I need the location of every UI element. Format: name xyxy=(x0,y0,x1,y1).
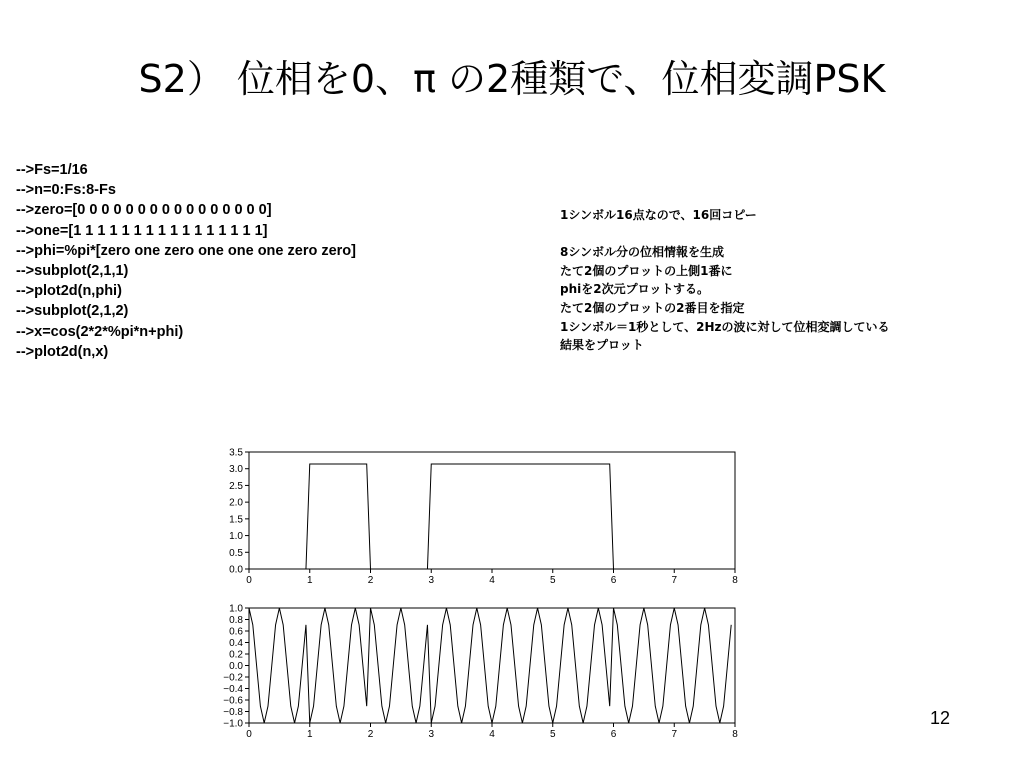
y-tick-label: 2.0 xyxy=(229,497,243,509)
slide-title: S2） 位相を0、π の2種類で、位相変調PSK xyxy=(138,57,886,101)
note-line: 8シンボル分の位相情報を生成 xyxy=(560,245,725,260)
y-tick-label: −0.2 xyxy=(223,672,243,684)
y-tick-label: 1.0 xyxy=(229,603,243,615)
plot-frame xyxy=(249,608,735,723)
x-tick-label: 2 xyxy=(367,575,374,586)
y-tick-label: −1.0 xyxy=(223,718,243,730)
code-line: -->zero=[0 0 0 0 0 0 0 0 0 0 0 0 0 0 0 0] xyxy=(16,202,272,219)
x-tick-label: 3 xyxy=(428,575,435,586)
note-line: 結果をプロット xyxy=(560,338,644,353)
x-tick-label: 4 xyxy=(489,575,495,586)
y-tick-label: 0.0 xyxy=(229,661,243,672)
y-tick-label: −0.6 xyxy=(223,695,243,707)
x-tick-label: 8 xyxy=(732,575,738,586)
y-tick-label: 0.2 xyxy=(229,649,243,661)
y-tick-label: 0.8 xyxy=(229,615,243,626)
y-tick-label: 3.5 xyxy=(229,447,243,459)
plot-frame xyxy=(249,452,735,569)
x-tick-label: 1 xyxy=(306,575,313,586)
y-tick-label: −0.4 xyxy=(223,684,243,695)
y-tick-label: 2.5 xyxy=(229,480,243,492)
y-tick-label: 0.5 xyxy=(229,547,243,559)
y-tick-label: −0.8 xyxy=(223,707,243,718)
code-line: -->phi=%pi*[zero one zero one one one zero zero] xyxy=(16,242,356,259)
x-tick-label: 8 xyxy=(732,729,738,740)
x-tick-label: 3 xyxy=(428,729,435,740)
y-tick-label: 0.0 xyxy=(229,564,243,576)
note-line: 1シンボル16点なので、16回コピー xyxy=(560,208,757,222)
code-line: -->Fs=1/16 xyxy=(16,162,88,178)
y-tick-label: 1.5 xyxy=(229,514,243,526)
code-line: -->n=0:Fs:8-Fs xyxy=(16,182,116,199)
phase-plot xyxy=(229,448,738,587)
x-tick-label: 4 xyxy=(489,729,495,740)
series-line xyxy=(249,608,731,723)
x-tick-label: 5 xyxy=(549,729,556,740)
x-tick-label: 2 xyxy=(367,729,374,740)
series-line xyxy=(249,464,731,569)
code-line: -->plot2d(n,phi) xyxy=(16,283,122,300)
y-tick-label: 3.0 xyxy=(229,464,243,476)
x-tick-label: 6 xyxy=(610,729,617,740)
note-line: たて2個のプロットの2番目を指定 xyxy=(560,300,745,315)
note-line: 1シンボル＝1秒として、2Hzの波に対して位相変調している xyxy=(560,319,890,334)
x-tick-label: 5 xyxy=(549,575,556,586)
code-line: -->one=[1 1 1 1 1 1 1 1 1 1 1 1 1 1 1 1] xyxy=(16,222,268,239)
x-tick-label: 1 xyxy=(306,729,313,740)
y-tick-label: 0.4 xyxy=(229,638,243,649)
y-tick-label: 1.0 xyxy=(229,531,243,543)
x-tick-label: 6 xyxy=(610,575,617,586)
x-tick-label: 7 xyxy=(671,729,678,740)
psk-signal-plot xyxy=(223,604,738,741)
page-number: 12 xyxy=(930,708,951,728)
x-tick-label: 0 xyxy=(246,729,252,740)
note-line: phiを2次元プロットする。 xyxy=(560,282,709,297)
code-line: -->subplot(2,1,1) xyxy=(16,263,129,280)
code-line: -->x=cos(2*2*%pi*n+phi) xyxy=(16,323,184,340)
code-line: -->plot2d(n,x) xyxy=(16,343,109,360)
note-line: たて2個のプロットの上側1番に xyxy=(560,263,733,278)
x-tick-label: 7 xyxy=(671,575,678,586)
code-line: -->subplot(2,1,2) xyxy=(16,303,129,320)
y-tick-label: 0.6 xyxy=(229,626,243,638)
x-tick-label: 0 xyxy=(246,575,252,586)
